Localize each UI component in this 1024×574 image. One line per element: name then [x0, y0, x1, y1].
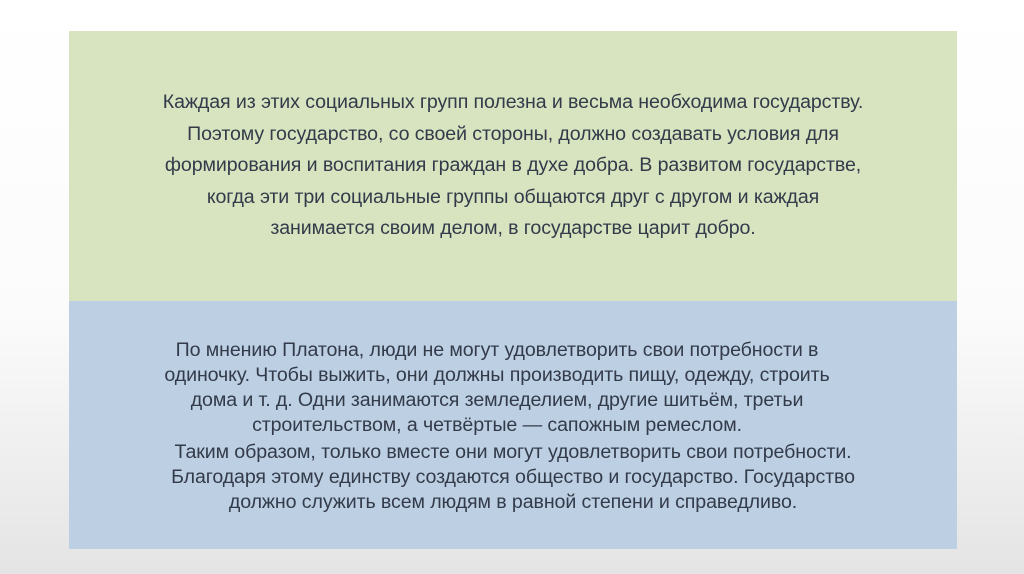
top-paragraph-line: когда эти три социальные группы общаются друг с другом и каждая [206, 185, 820, 208]
bottom-text-panel [69, 301, 957, 549]
top-paragraph [73, 87, 953, 244]
top-paragraph-line: Поэтому государство, со своей стороны, должно создавать условия для [187, 122, 839, 145]
paragraph-line: дома и т. д. Одни занимаются земледелием, другие шитьём, третьи [190, 389, 804, 411]
paragraph-line: По мнению Платона, люди не могут удовлетворить свои потребности в [175, 339, 819, 361]
top-paragraph-line: Каждая из этих социальных групп полезна и весьма необходима государству. [162, 91, 864, 114]
paragraph-line: строительством, а четвёртые — сапожным ремеслом. [252, 414, 742, 436]
paragraph-line: Благодаря этому единству создаются общество и государство. Государство [171, 466, 855, 488]
top-paragraph-line: формирования и воспитания граждан в духе добра. В развитом государстве, [164, 154, 862, 177]
plato-opinion-paragraph [69, 338, 925, 438]
top-paragraph-line: занимается своим делом, в государстве царит добро. [270, 217, 756, 240]
top-text-panel [69, 31, 957, 301]
paragraph-line: Таким образом, только вместе они могут удовлетворить свои потребности. [174, 441, 852, 463]
paragraph-line: должно служить всем людям в равной степени и справедливо. [228, 491, 798, 513]
paragraph-line: одиночку. Чтобы выжить, они должны производить пищу, одежду, строить [164, 364, 830, 386]
conclusion-paragraph [69, 440, 957, 515]
